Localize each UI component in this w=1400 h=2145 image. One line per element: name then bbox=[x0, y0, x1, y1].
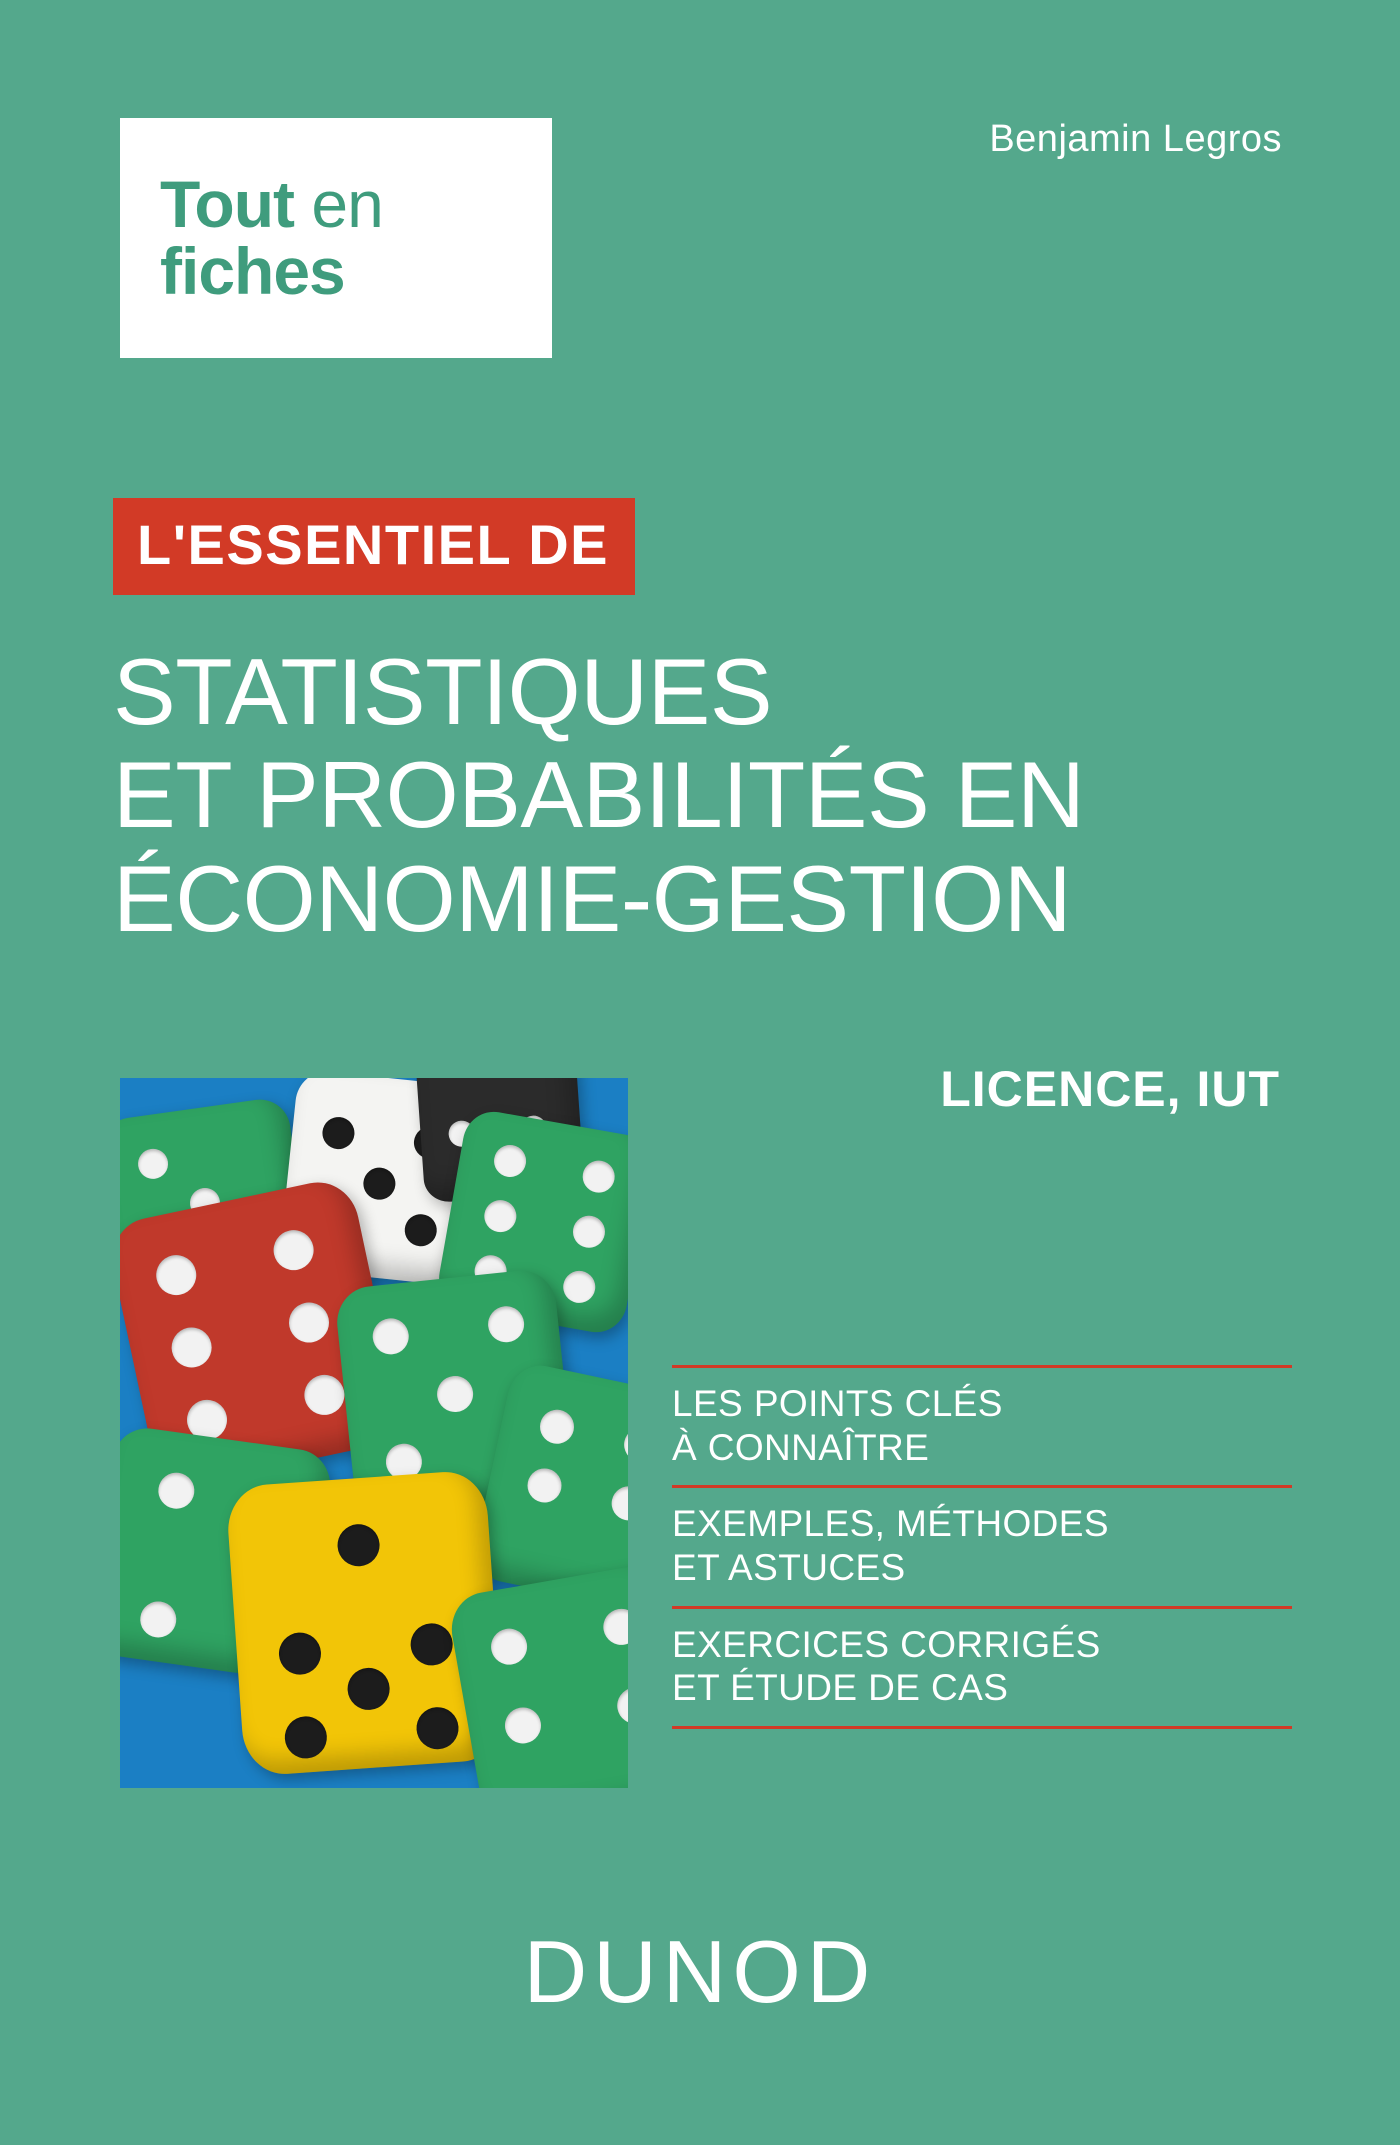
die-green-6 bbox=[446, 1561, 628, 1788]
series-banner: L'ESSENTIEL DE bbox=[113, 498, 635, 595]
cover-photo-dice bbox=[120, 1078, 628, 1788]
feature-item-1-line-2: À CONNAÎTRE bbox=[672, 1426, 930, 1468]
feature-item-3-line-1: EXERCICES CORRIGÉS bbox=[672, 1623, 1101, 1665]
collection-line-1 bbox=[160, 166, 552, 241]
feature-item-2-line-1: EXEMPLES, MÉTHODES bbox=[672, 1503, 1109, 1545]
collection-badge bbox=[120, 118, 552, 358]
book-title bbox=[113, 640, 1293, 950]
book-subtitle: LICENCE, IUT bbox=[940, 1061, 1280, 1117]
collection-word-en: en bbox=[294, 166, 383, 241]
author-name: Benjamin Legros bbox=[989, 118, 1282, 160]
title-line-3: ÉCONOMIE-GESTION bbox=[113, 845, 1072, 951]
feature-list bbox=[672, 1365, 1292, 1729]
feature-item-2 bbox=[672, 1488, 1292, 1605]
title-line-1: STATISTIQUES bbox=[113, 639, 773, 744]
title-line-2: ET PROBABILITÉS EN bbox=[113, 742, 1085, 848]
publisher-logo: DUNOD bbox=[523, 1922, 877, 2021]
feature-item-3-line-2: ET ÉTUDE DE CAS bbox=[672, 1667, 1009, 1709]
collection-line-2: fiches bbox=[160, 234, 345, 308]
feature-item-3 bbox=[672, 1609, 1292, 1726]
feature-item-2-line-2: ET ASTUCES bbox=[672, 1546, 906, 1588]
divider-rule-4 bbox=[672, 1726, 1292, 1729]
feature-item-1-line-1: LES POINTS CLÉS bbox=[672, 1383, 1003, 1424]
collection-word-tout: Tout bbox=[160, 166, 295, 241]
feature-item-1 bbox=[672, 1368, 1292, 1485]
